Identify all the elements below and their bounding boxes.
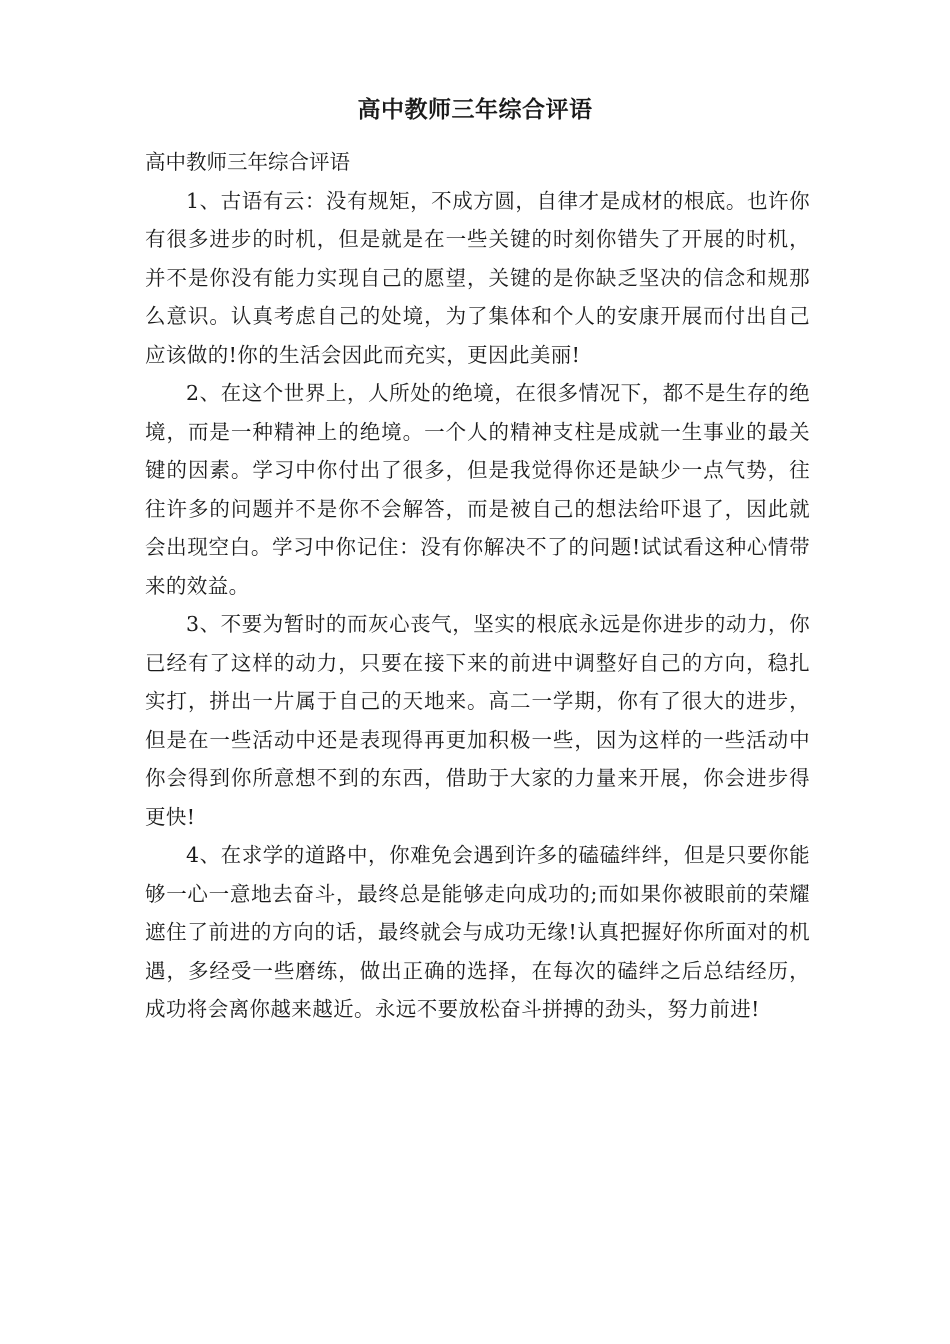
document-body [145, 143, 810, 1029]
document-subtitle: 高中教师三年综合评语 [145, 150, 350, 174]
comment-paragraph-4: 4、在求学的道路中，你难免会遇到许多的磕磕绊绊，但是只要你能够一心一意地去奋斗，最终总是能够走向成功的;而如果你被眼前的荣耀遮住了前进的方向的话，最终就会与成功无缘!认真把握好你所面对的机遇，多经受一些磨练，做出正确的选择，在每次的磕绊之后总结经历，成功将会离你越来越近。永远不要放松奋斗拼搏的劲头，努力前进! [145, 843, 810, 1021]
document-title: 高中教师三年综合评语 [357, 96, 593, 123]
comment-paragraph-3: 3、不要为暂时的而灰心丧气，坚实的根底永远是你进步的动力，你已经有了这样的动力，只要在接下来的前进中调整好自己的方向，稳扎实打，拼出一片属于自己的天地来。高二一学期，你有了很大的进步，但是在一些活动中还是表现得再更加积极一些，因为这样的一些活动中你会得到你所意想不到的东西，借助于大家的力量来开展，你会进步得更快! [145, 612, 810, 829]
comment-paragraph-1: 1、古语有云：没有规矩，不成方圆，自律才是成材的根底。也许你有很多进步的时机，但是就是在一些关键的时刻你错失了开展的时机，并不是你没有能力实现自己的愿望，关键的是你缺乏坚决的信念和规那么意识。认真考虑自己的处境，为了集体和个人的安康开展而付出自己应该做的!你的生活会因此而充实，更因此美丽! [145, 188, 810, 367]
comment-paragraph-2: 2、在这个世界上，人所处的绝境，在很多情况下，都不是生存的绝境，而是一种精神上的绝境。一个人的精神支柱是成就一生事业的最关键的因素。学习中你付出了很多，但是我觉得你还是缺少一点气势，往往许多的问题并不是你不会解答，而是被自己的想法给吓退了，因此就会出现空白。学习中你记住：没有你解决不了的问题!试试看这种心情带来的效益。 [145, 381, 810, 598]
